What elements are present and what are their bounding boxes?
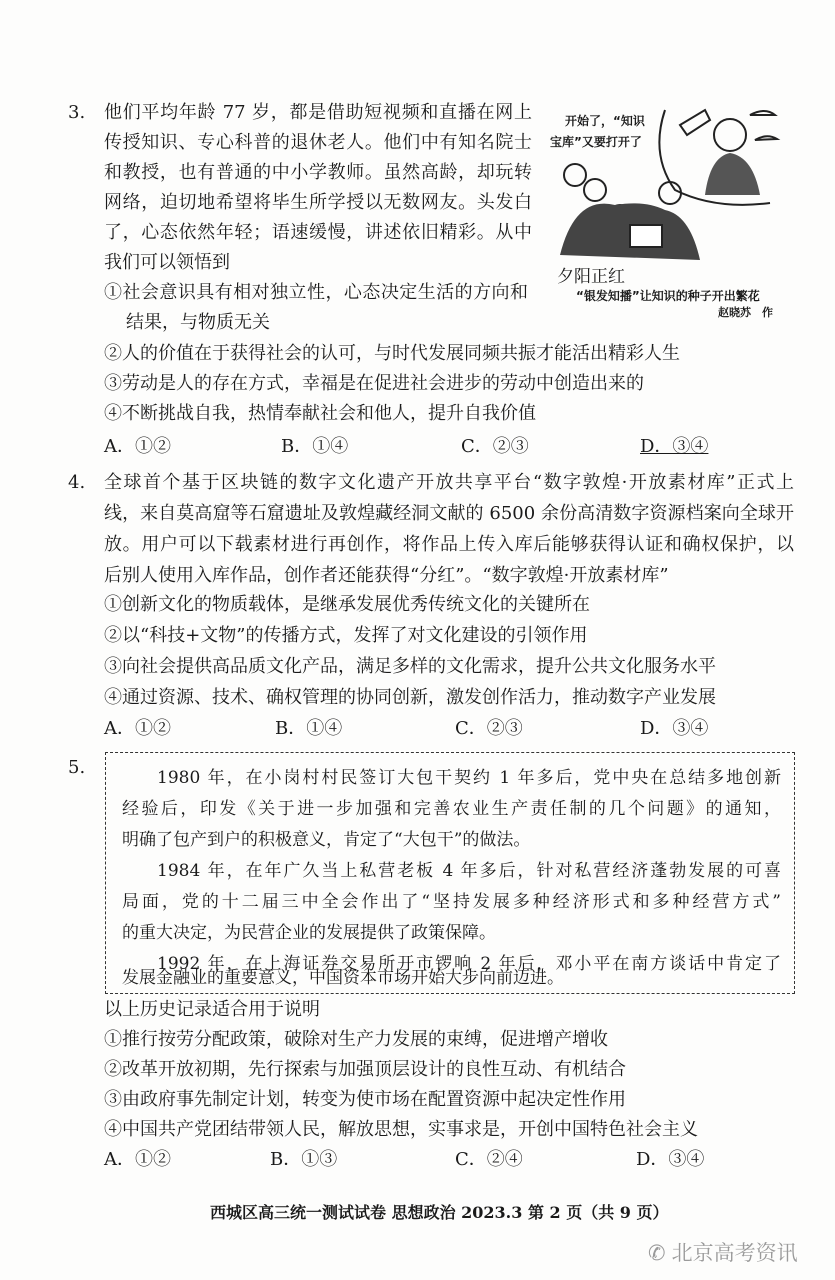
option-a: A．①②	[104, 718, 171, 739]
watermark: ✆ 北京高考资讯	[648, 1241, 798, 1265]
cartoon-subtitle: “银发知播”让知识的种子开出繁花	[576, 289, 760, 303]
q3-stem-line: 和教授，也有普通的中小学教师。虽然高龄，却玩转	[104, 162, 532, 183]
option-c: C．②③	[455, 718, 523, 739]
cartoon-speech-bubble: 开始了，“知识	[565, 114, 645, 128]
material-line: 明确了包产到户的积极意义，肯定了“大包干”的做法。	[122, 830, 531, 850]
option-d: D．③④	[640, 436, 709, 457]
material-line: 1980 年，在小岗村村民签订大包干契约 1 年多后，党中央在总结多地创新	[157, 768, 781, 788]
question-number: 5.	[68, 757, 86, 778]
option-a: A．①②	[104, 436, 171, 457]
option-c: C．②③	[461, 436, 529, 457]
cartoon-title: 夕阳正红	[557, 267, 625, 287]
material-line: 的重大决定，为民营企业的发展提供了政策保障。	[122, 923, 496, 943]
material-line: 经验后，印发《关于进一步加强和完善农业生产责任制的几个问题》的通知，	[122, 799, 781, 819]
q3-stem-line: 传授知识、专心科普的退休老人。他们中有知名院士	[104, 132, 532, 153]
option-b: B．①④	[281, 436, 349, 457]
q3-stem-line: 他们平均年龄 77 岁，都是借助短视频和直播在网上	[104, 102, 532, 123]
material-line: 1992 年，在上海证券交易所开市锣响 2 年后，邓小平在南方谈话中肯定了	[157, 954, 781, 974]
wechat-icon: ✆	[648, 1241, 666, 1265]
q3-stem-line: 网络，迫切地希望将毕生所学授以无数网友。头发白	[104, 192, 532, 213]
material-line: 局面，党的十二届三中全会作出了“坚持发展多种经济形式和多种经营方式”	[122, 892, 781, 912]
option-b: B．①③	[270, 1149, 338, 1170]
q4-item: ③向社会提供高品质文化产品，满足多样的文化需求，提升公共文化服务水平	[104, 656, 716, 677]
question-number: 4.	[68, 472, 86, 493]
question-number: 3.	[68, 102, 86, 123]
q5-item: ①推行按劳分配政策，破除对生产力发展的束缚，促进增产增收	[104, 1029, 608, 1050]
option-d: D．③④	[640, 718, 709, 739]
q4-stem-line: 放。用户可以下载素材进行再创作，将作品上传入库后能够获得认证和确权保护，以	[104, 534, 794, 555]
option-b: B．①④	[275, 718, 343, 739]
q4-item: ②以“科技+文物”的传播方式，发挥了对文化建设的引领作用	[104, 625, 588, 646]
q5-item: ③由政府事先制定计划，转变为使市场在配置资源中起决定性作用	[104, 1089, 626, 1110]
q4-item: ④通过资源、技术、确权管理的协同创新，激发创作活力，推动数字产业发展	[104, 687, 716, 708]
q3-item: ③劳动是人的存在方式，幸福是在促进社会进步的劳动中创造出来的	[104, 373, 644, 394]
q3-item: ①社会意识具有相对独立性，心态决定生活的方向和	[104, 282, 528, 303]
option-a: A．①②	[104, 1149, 171, 1170]
material-line: 发展金融业的重要意义，中国资本市场开始大步向前迈进。	[122, 968, 564, 988]
q3-stem-line: 了，心态依然年轻；语速缓慢，讲述依旧精彩。从中	[104, 222, 532, 243]
material-line: 1984 年，在年广久当上私营老板 4 年多后，针对私营经济蓬勃发展的可喜	[157, 861, 781, 881]
page-footer: 西城区高三统一测试试卷 思想政治 2023.3 第 2 页（共 9 页）	[210, 1203, 669, 1222]
q3-item: ②人的价值在于获得社会的认可，与时代发展同频共振才能活出精彩人生	[104, 343, 680, 364]
cartoon-speech-bubble: 宝库”又要打开了	[550, 135, 642, 149]
option-c: C．②④	[455, 1149, 523, 1170]
q5-item: ④中国共产党团结带领人民，解放思想，实事求是，开创中国特色社会主义	[104, 1119, 698, 1140]
q4-item: ①创新文化的物质载体，是继承发展优秀传统文化的关键所在	[104, 594, 590, 615]
q3-stem-line: 我们可以领悟到	[104, 252, 230, 273]
q3-item: 结果，与物质无关	[126, 312, 270, 333]
q4-stem-line: 线，来自莫高窟等石窟遗址及敦煌藏经洞文献的 6500 余份高清数字资源档案向全球开	[104, 503, 794, 524]
q4-stem-line: 后别人使用入库作品，创作者还能获得“分红”。“数字敦煌·开放素材库”	[104, 565, 669, 586]
q5-item: ②改革开放初期，先行探索与加强顶层设计的良性互动、有机结合	[104, 1059, 626, 1080]
q3-item: ④不断挑战自我，热情奉献社会和他人，提升自我价值	[104, 403, 536, 424]
cartoon-author: 赵晓苏 作	[718, 306, 773, 319]
option-d: D．③④	[636, 1149, 705, 1170]
q4-stem-line: 全球首个基于区块链的数字文化遗产开放共享平台“数字敦煌·开放素材库”正式上	[104, 472, 794, 493]
q5-question: 以上历史记录适合用于说明	[104, 999, 320, 1020]
